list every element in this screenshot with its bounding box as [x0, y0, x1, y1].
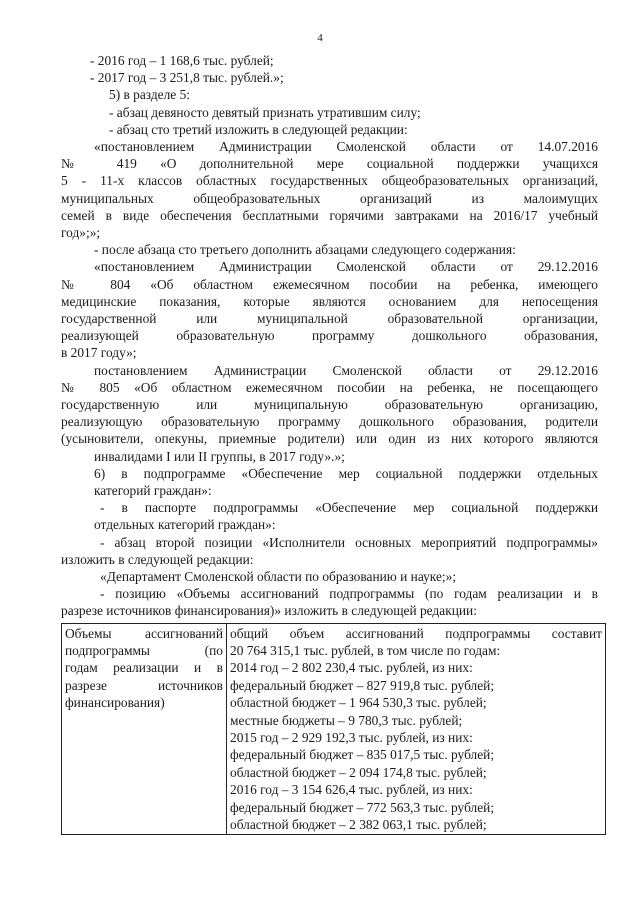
text-line: - абзац второй позиции «Исполнители основных мероприятий подпрограммы»: [100, 534, 598, 550]
text-line: 5 - 11-х классов областных государственных общеобразовательных организаций,: [61, 173, 598, 189]
cell-line: Объемы ассигнований: [65, 625, 223, 641]
text-line: «постановлением Администрации Смоленской области от 29.12.2016: [94, 259, 598, 275]
text-line: изложить в следующей редакции:: [61, 551, 254, 567]
cell-line: годам реализации и в: [65, 660, 223, 676]
cell-line: областной бюджет – 1 964 530,3 тыс. рублей;: [230, 695, 487, 711]
cell-line: подпрограммы (по: [65, 643, 223, 658]
text-line: государственной или муниципальной образовательной организации,: [61, 311, 598, 326]
cell-line: 20 764 315,1 тыс. рублей, в том числе по годам:: [230, 643, 501, 658]
table-row: [62, 623, 606, 835]
text-line: № 419 «О дополнительной мере социальной поддержки учащихся: [61, 156, 598, 172]
text-line: реализующей образовательную программу дошкольного образования,: [61, 328, 598, 344]
table-cell-label: [62, 623, 227, 835]
text-line: инвалидами I или II группы, в 2017 году».»;: [94, 448, 345, 464]
text-line: 5) в разделе 5:: [109, 87, 191, 103]
cell-line: областной бюджет – 2 094 174,8 тыс. рублей;: [230, 764, 487, 780]
cell-line: местные бюджеты – 9 780,3 тыс. рублей;: [230, 712, 463, 728]
text-line: - позицию «Объемы ассигнований подпрограммы (по годам реализации и в: [100, 586, 598, 602]
cell-line: разрезе источников: [65, 677, 223, 693]
text-line: - абзац девяносто девятый признать утратившим силу;: [109, 104, 421, 120]
cell-line: федеральный бюджет – 835 017,5 тыс. рублей;: [230, 747, 495, 763]
text-line: муниципальных общеобразовательных организаций из малоимущих: [61, 190, 598, 206]
text-line: год»;»;: [61, 225, 101, 240]
cell-line: областной бюджет – 2 382 063,1 тыс. рублей;: [230, 817, 487, 833]
text-line: «постановлением Администрации Смоленской области от 14.07.2016: [94, 139, 598, 154]
cell-line: 2016 год – 3 154 626,4 тыс. рублей, из них:: [230, 782, 473, 798]
text-line: № 804 «Об областном ежемесячном пособии на ребенка, имеющего: [61, 276, 598, 292]
text-line: государственную или муниципальную образовательную организацию,: [61, 397, 598, 412]
text-line: медицинские показания, которые являются основанием для непосещения: [61, 293, 598, 309]
cell-line: 2014 год – 2 802 230,4 тыс. рублей, из них:: [230, 660, 473, 676]
text-line: № 805 «Об областном ежемесячном пособии на ребенка, не посещающего: [61, 379, 598, 395]
cell-line: финансирования): [65, 695, 165, 711]
text-line: - после абзаца сто третьего дополнить абзацами следующего содержания:: [94, 242, 516, 258]
text-line: - в паспорте подпрограммы «Обеспечение мер социальной поддержки: [100, 500, 598, 516]
text-line: 6) в подпрограмме «Обеспечение мер социальной поддержки отдельных: [94, 465, 598, 481]
text-line: «Департамент Смоленской области по образованию и науке;»;: [100, 569, 457, 584]
text-line: - 2016 год – 1 168,6 тыс. рублей;: [90, 53, 274, 68]
cell-line: федеральный бюджет – 772 563,3 тыс. рублей;: [230, 799, 495, 815]
text-line: (усыновители, опекуны, приемные родители) или один из них которого являются: [61, 431, 598, 447]
text-line: - абзац сто третий изложить в следующей редакции:: [109, 121, 408, 137]
cell-line: федеральный бюджет – 827 919,8 тыс. рублей;: [230, 677, 495, 693]
text-line: семей в виде обеспечения бесплатными горячими завтраками на 2016/17 учебный: [61, 207, 598, 223]
cell-line: общий объем ассигнований подпрограммы составит: [230, 625, 602, 641]
text-line: отдельных категорий граждан»:: [94, 517, 276, 533]
text-line: разрезе источников финансирования)» изложить в следующей редакции:: [61, 603, 477, 619]
text-line: постановлением Администрации Смоленской области от 29.12.2016: [94, 362, 598, 378]
text-line: реализующую образовательную программу дошкольного образования, родители: [61, 414, 598, 430]
text-line: - 2017 год – 3 251,8 тыс. рублей.»;: [90, 70, 284, 86]
page-number: 4: [317, 32, 323, 44]
cell-line: 2015 год – 2 929 192,3 тыс. рублей, из них:: [230, 730, 473, 746]
text-line: категорий граждан»:: [94, 483, 212, 498]
text-line: в 2017 году»;: [61, 345, 137, 361]
allocation-table: [61, 623, 606, 836]
table-cell-value: [227, 623, 606, 835]
